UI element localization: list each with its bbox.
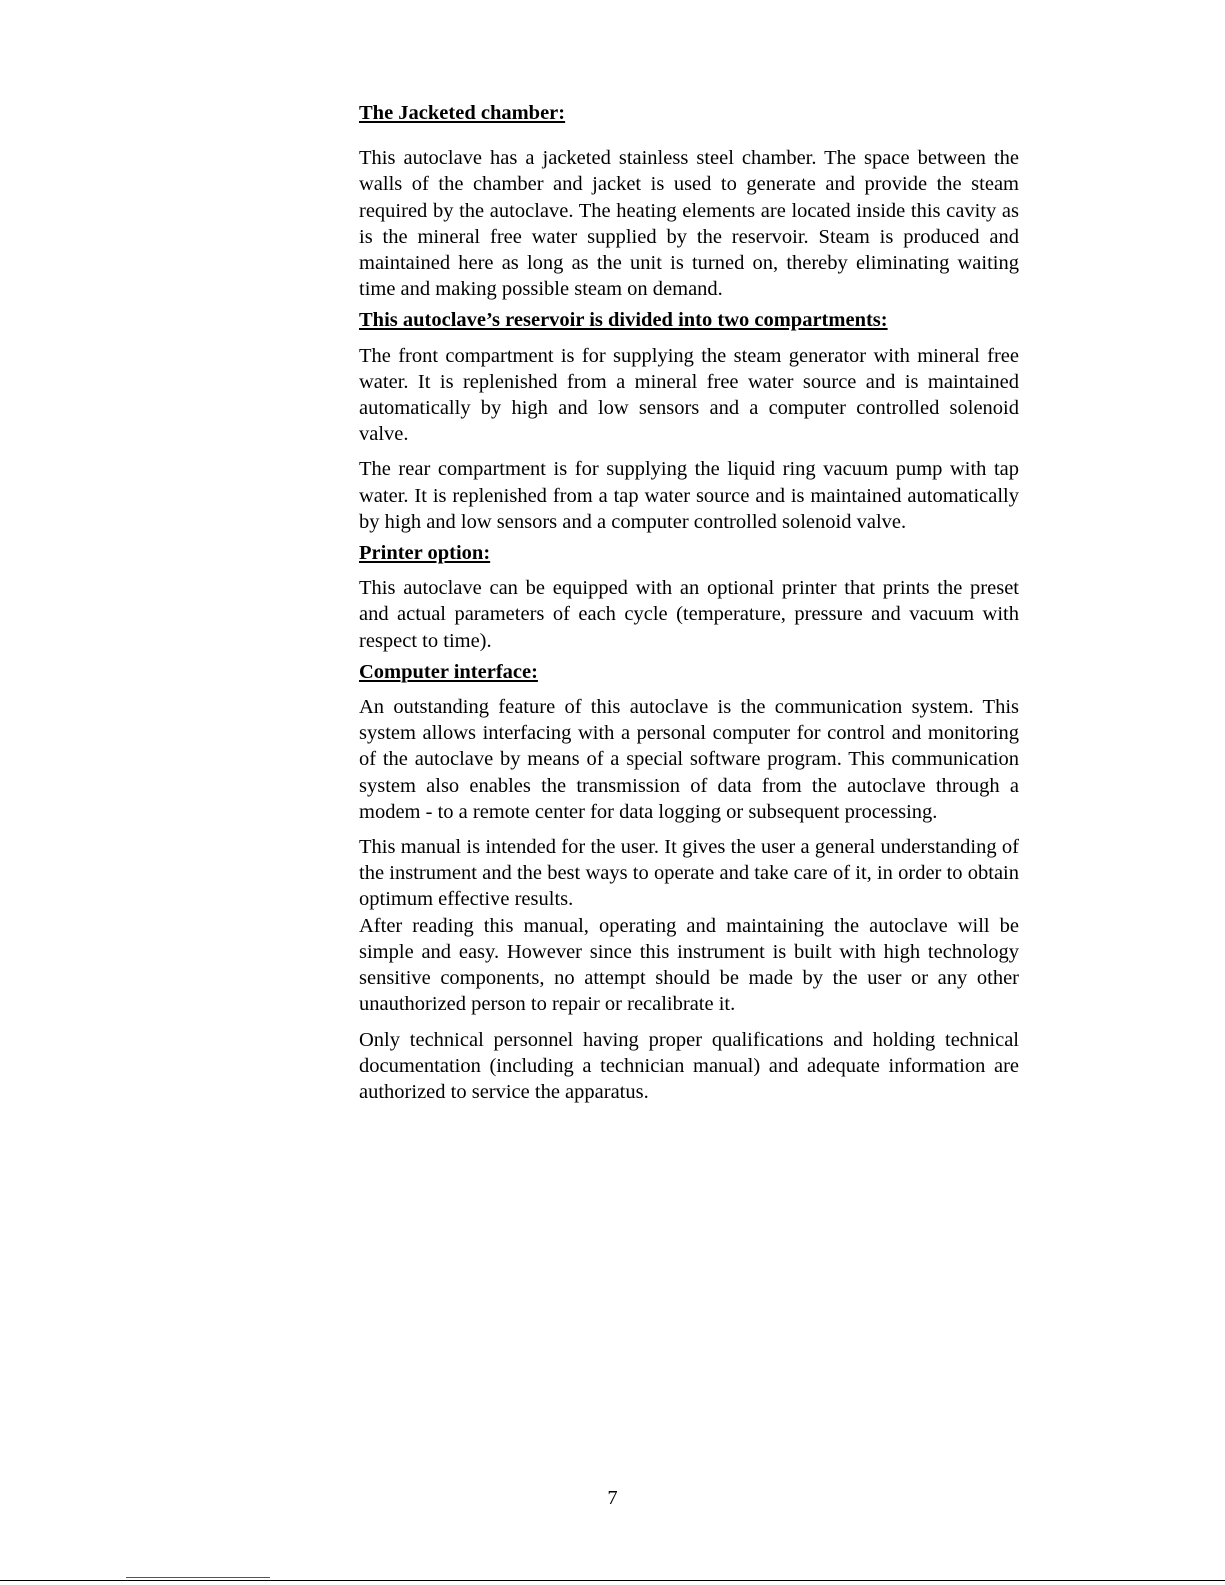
paragraph-front-compartment: The front compartment is for supplying the steam generator with mineral free water. It is replenished from a mineral free water source and is maintained automatically by high and low sensors and a computer controlled solenoid valve. xyxy=(359,344,1019,446)
paragraph-after-reading: After reading this manual, operating and maintaining the autoclave will be simple and easy. However since this instrument is built with high technology sensitive components, no attempt should be made by the user or any other unauthorized person to repair or recalibrate it. xyxy=(359,914,1019,1016)
footnote-separator xyxy=(126,1577,270,1578)
paragraph-technical-personnel: Only technical personnel having proper qualifications and holding technical documentation (including a technician manual) and adequate information are authorized to service the apparatus. xyxy=(359,1028,1019,1103)
paragraph-communication-system: An outstanding feature of this autoclave is the communication system. This system allows interfacing with a personal computer for control and monitoring of the autoclave by means of a special software program. This communication system also enables the transmission of data from the autoclave through a modem - to a remote center for data logging or subsequent processing. xyxy=(359,696,1019,823)
paragraph-printer-option: This autoclave can be equipped with an optional printer that prints the preset and actual parameters of each cycle (temperature, pressure and vacuum with respect to time). xyxy=(359,577,1019,652)
heading-printer-option: Printer option: xyxy=(359,542,491,565)
heading-reservoir: This autoclave’s reservoir is divided into two compartments: xyxy=(359,309,888,332)
paragraph-manual-intent: This manual is intended for the user. It gives the user a general understanding of the instrument and the best ways to operate and take care of it, in order to obtain optimum effective results. xyxy=(359,836,1019,911)
paragraph-jacketed-chamber: This autoclave has a jacketed stainless steel chamber. The space between the walls of the chamber and jacket is used to generate and provide the steam required by the autoclave. The heating elements are located inside this cavity as is the mineral free water supplied by the reservoir. Steam is produced and maintained here as long as the unit is turned on, thereby eliminating waiting time and making possible steam on demand. xyxy=(359,147,1019,301)
page-content xyxy=(359,100,1019,1105)
paragraph-rear-compartment: The rear compartment is for supplying the liquid ring vacuum pump with tap water. It is replenished from a tap water source and is maintained automatically by high and low sensors and a computer controlled solenoid valve. xyxy=(359,458,1019,533)
page-number: 7 xyxy=(607,1487,618,1509)
heading-jacketed-chamber: The Jacketed chamber: xyxy=(359,102,566,124)
page-bottom-rule xyxy=(0,1580,1225,1581)
heading-computer-interface: Computer interface: xyxy=(359,660,538,683)
